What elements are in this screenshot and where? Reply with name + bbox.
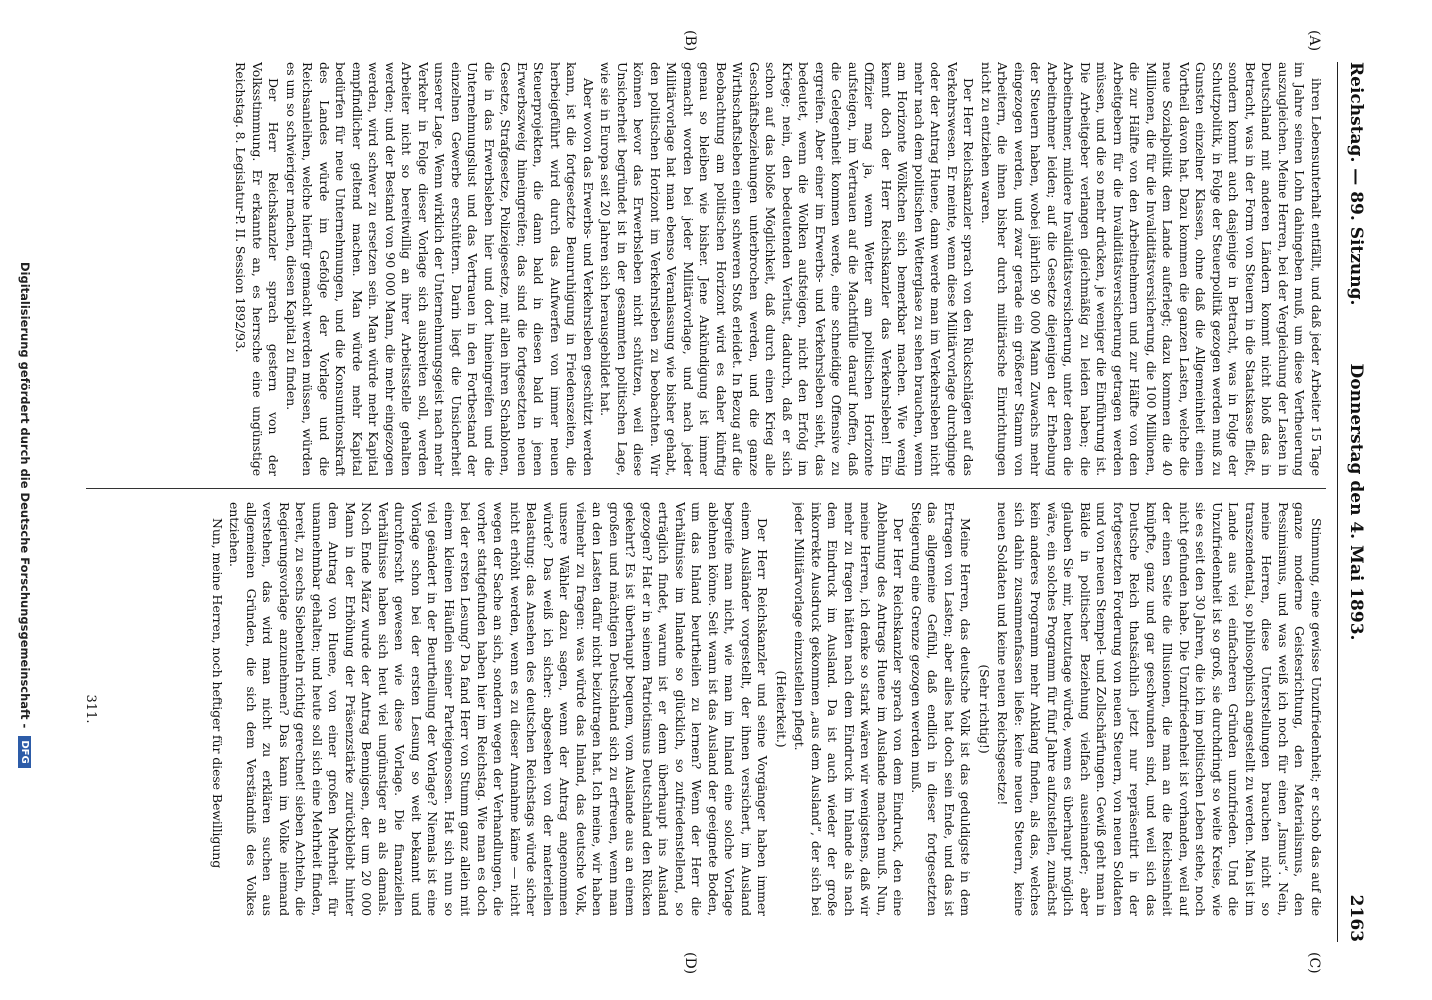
paragraph: Stimmung, eine gewisse Unzufriedenheit; er schob das auf die ganze moderne Geistesrichtung, den Materialismus, den Pessimismus, und was weiß ich noch für einen „Ismus“. Nein, meine Herren, diese Unterstellungen brauchen nicht so transzendental, so philosophisch angestellt zu werden. Man ist im Lande aus viel einfacheren Gründen unzufrieden. Und die Unzufriedenheit ist so groß, sie durchdringt so weite Kreise, wie sie es seit den 30 Jahren, die ich im politischen Leben stehe, noch nicht gefunden habe. Die Unzufriedenheit ist vorhanden, weil auf der einen Seite die Illusionen, die man an die Reichseinheit knüpfte, ganz und gar geschwunden sind, und weil sich das Deutsche Reich thatsächlich jetzt nur repräsentirt in der fortgesetzten Forderung von neuen Steuern, von neuen Soldaten und von neuen Stempel- und Zollschärfungen. Gewiß geht man in Bälde in politischer Beziehung vielfach auseinander; aber glauben Sie mir, heutzutage würde, wenn es überhaupt möglich wäre, ein solches Programm für fünf Jahre aufzustellen, zunächst kein anderes Programm mehr Anklang finden, als das, welches sich dahin zusammenfassen ließe: keine neuen Steuern, keine neuen Soldaten und keine neuen Reichsgesetze! <box>995 502 1324 916</box>
paragraph: Aber wovon das Erwerbs- und Verkehrsleben geschützt werden kann, ist die fortgesetzte Beunruhigung in Friedenszeiten, die herbeigeführt wird durch das Aufwerfen von immer neuen Steuerprojekten, die dann bald in diesen bald in jenen Erwerbszweig hineingreifen; das sind die fortgesetzten neuen Gesetze, Strafgesetze, Polizeigesetze, mit allen ihren Schablonen, die in das Erwerbsleben hier und dort hineingreifen und die Unternehmungslust und das Vertrauen in den Fortbestand der einzelnen Gewerbe erschüttern. Darin liegt die Unsicherheit unserer Lage. Wenn wirklich der Unternehmungsgeist nach mehr Verkehr in Folge dieser Vorlage sich ausbreiten soll, werden Arbeiter nicht so bereitwillig an ihrer Arbeitsstelle gehalten werden; und der Bestand von 90 000 Mann, die mehr eingezogen werden, wird schwer zu ersetzen sein. Man würde mehr Kapital empfindlicher geltend machen. Man würde mehr Kapital bedürfen für neue Unternehmungen, und die Konsumtionskraft des Landes würde im Gefolge der Vorlage und die Reichsanleihen, welche hierfür gemacht werden müssen, würden es um so schwieriger machen, diesen Kapital zu finden. <box>284 62 596 476</box>
digitization-footer <box>18 262 32 768</box>
paragraph: Der Herr Reichskanzler sprach von dem Eindruck, den eine Ablehnung des Antrags Huene im Auslande machen muß. Nun, meine Herren, ich denke so stark wären wir wenigstens, daß wir mehr zu fragen hätten nach dem Eindruck im Inlande als nach dem Eindruck im Ausland. Da ist auch wieder der große inkorrekte Ausdruck gekommen „aus dem Ausland“, der sich bei jeder Militärvorlage einzustellen pflegt. <box>792 502 907 916</box>
dfg-logo: DFG <box>18 736 31 767</box>
paragraph: Der Herr Reichskanzler sprach gestern von der Volksstimmung. Er erkannte an, es herrsche eine ungünstige Reichstag. 8. Legislatur-P. II. Session 1892/93. <box>233 62 282 476</box>
interjection: (Sehr richtig!) <box>977 664 992 754</box>
page-header <box>1338 62 1366 942</box>
margin-marker-d: (D) <box>682 952 698 975</box>
header-left: Reichstag. — 89. Sitzung. <box>1346 62 1366 306</box>
paragraph: Nun, meine Herren, noch heftiger für diese Bewilligung <box>210 518 225 869</box>
paragraph: Der Herr Reichskanzler und seine Vorgänger haben immer einem Ausländer vorgestellt, der ihnen versichert, im Ausland begreife man nicht, wie man im Inland eine solche Vorlage ablehnen könne. Seit wann ist das Ausland der geeignete Boden, um das Inland beurtheilen zu lernen? Wenn der Herr die Verhältnisse im Inlande so glücklich, so zufriedenstellend, so erträglich findet, warum ist er denn überhaupt ins Ausland gezogen? Hat er in seinem Patriotismus Deutschland den Rücken gekehrt? Es ist überhaupt bequem, vom Auslande aus an einem großen und mächtigen Deutschland sich zu erfreuen, wenn man an den Lasten dafür nicht beizutragen hat. Ich meine, wir haben vielmehr zu fragen: was würde das Inland, das deutsche Volk, unsere Wähler dazu sagen, wenn der Antrag angenommen würde? Das weiß ich sicher: abgesehen von der materiellen Belastung: das Ansehen des deutschen Reichstags würde sicher nicht erhöht werden, wenn es zu dieser Annahme käme — nicht wegen der Sache an sich, sondern wegen der Verhandlungen, die vorher stattgefunden haben hier im Reichstag. Wie man es doch bei der ersten Lesung? Da fand Herr von Stumm ganz allein mit einem kleinen Häuflein seiner Parteigenossen. Hat sich nun so viel geändert in der Beurtheilung der Vorlage? Niemals ist eine Vorlage schon bei der ersten Lesung so weit bekannt und durchforscht gewesen wie diese Vorlage. Die finanziellen Verhältnisse haben sich heut viel ungünstiger an als damals. Noch Ende März wurde der Antrag Bennigsen, der um 20 000 Mann in der Erhöhung der Präsenzstärke zurückbleibt hinter dem Antrag von Huene, von einer großen Mehrheit für unannehmbar gehalten; und heute soll sich eine Mehrheit finden, bereit, zu sechs Siebenteln richtig gerechnet! sieben Achteln, die Regierungsvorlage anzunehmen? Das kann im Volke niemand verstehen, das wird man nicht zu erklären suchen aus allgemeinen Gründen, die sich dem Verständniß des Volkes entziehen. <box>227 502 771 916</box>
paragraph: Der Herr Reichskanzler sprach von den Rückschlägen auf das Verkehrswesen. Er meinte, wenn diese Militärvorlage durchginge oder der Antrag Huene, dann werde man im Verkehrsleben nicht mehr nach dem politischen Wetterglase zu sehen brauchen, wenn am Horizonte Wölkchen sich bemerkbar machen. Wie wenig kennt doch der Herr Reichskanzler das Verkehrsleben! Ein Offizier mag ja, wenn Wetter am politischen Horizonte aufsteigen, im Vertrauen auf die Machtfülle darauf hoffen, daß die Gelegenheit kommen werde, eine schneidige Offensive zu ergreifen. Aber einer im Erwerbs- und Verkehrsleben sieht, das bedeutet, wenn die Wolken aufsteigen, nicht den Erfolg im Kriege; nein, den bedeutenden Verlust, dadurch, daß er sich schon auf das bloße Möglichkeit, daß durch einen Krieg alle Geschäftsbeziehungen unterbrochen werden, und die ganze Wirthschaftsleben einen schweren Stoß erleidet. In Bezug auf die Beobachtung am politischen Horizont wird es daher künftig genau so bleiben wie bisher. Jene Ankündigung ist immer gemacht worden bei jeder Militärvorlage, und nach jeder Militärvorlage hat man ebenso Veranlassung wie bisher gehabt, den politischen Horizont im Verkehrsleben zu beobachten. Wir können bevor das Erwerbsleben nicht schützen, weil diese Unsicherheit begründet ist in der gesammten politischen Lage, wie sie in Europa seit 20 Jahren sich herausgebildet hat. <box>598 62 977 476</box>
header-date: Donnerstag den 4. Mai 1893. <box>1346 363 1366 641</box>
header-rule <box>1337 62 1338 942</box>
header-page-number: 2163 <box>1346 894 1366 942</box>
column-separator <box>86 488 1326 489</box>
footer-text: Digitalisierung gefördert durch die Deutsche Forschungsgemeinschaft - <box>18 262 32 729</box>
paragraph: Meine Herren, das deutsche Volk ist das geduldigste in dem Ertragen von Lasten; aber alles hat doch sein Ende, und das ist das allgemeine Gefühl, daß endlich in dieser fortgesetzten Steigerung eine Grenze gezogen werden muß. <box>909 502 974 916</box>
page-number: 311. <box>83 694 98 724</box>
paragraph: ihren Lebensunterhalt entfällt, und daß jeder Arbeiter 15 Tage im Jahre seinen Lohn dahingeben muß, um diese Vertheuerung auszugleichen. Meine Herren, bei der Vergleichung der Lasten in Deutschland mit anderen Ländern kommt nicht bloß das in Betracht, was in der Form von Steuern in die Staatskasse fließt, sondern kommt auch dasjenige in Betracht, was in Folge der Schutzpolitik, in Folge der Steuerpolitik gezogen werden muß zu Gunsten einzelner Klassen, ohne daß die Allgemeinheit einen Vortheil davon hat. Dazu kommen die ganzen Lasten, welche die neue Sozialpolitik dem Lande auferlegt; dazu kommen die 40 Millionen, die für die Invaliditätsversicherung, die 100 Millionen, die zur Hälfte von den Arbeitnehmern und zur Hälfte von den Arbeitgebern für die Invaliditätsversicherung getragen werden müssen, und die so mehr drücken, je weniger die Einführung ist. Die Arbeitgeber verlangen gleichmäßig zu leiden haben; die Arbeitnehmer, mildere Invaliditätsversicherung, unter denen die Arbeitnehmer leiden; auf die Gesetze diejenigen der Erhebung der Steuern haben, wobei jährlich 90 000 Mann Zuwachs mehr eingezogen werden, und zwar gerade ein größerer Stamm von Arbeitern, die ihnen bisher durch militärische Einrichtungen nicht zu entziehen waren. <box>979 62 1324 476</box>
margin-marker-b: (B) <box>682 30 698 52</box>
margin-marker-a: (A) <box>1306 30 1322 52</box>
left-column <box>94 62 1324 476</box>
scanned-page <box>0 12 1398 982</box>
margin-marker-c: (C) <box>1306 952 1322 974</box>
right-column <box>94 502 1324 916</box>
interjection: (Heiterkeit.) <box>774 670 789 748</box>
